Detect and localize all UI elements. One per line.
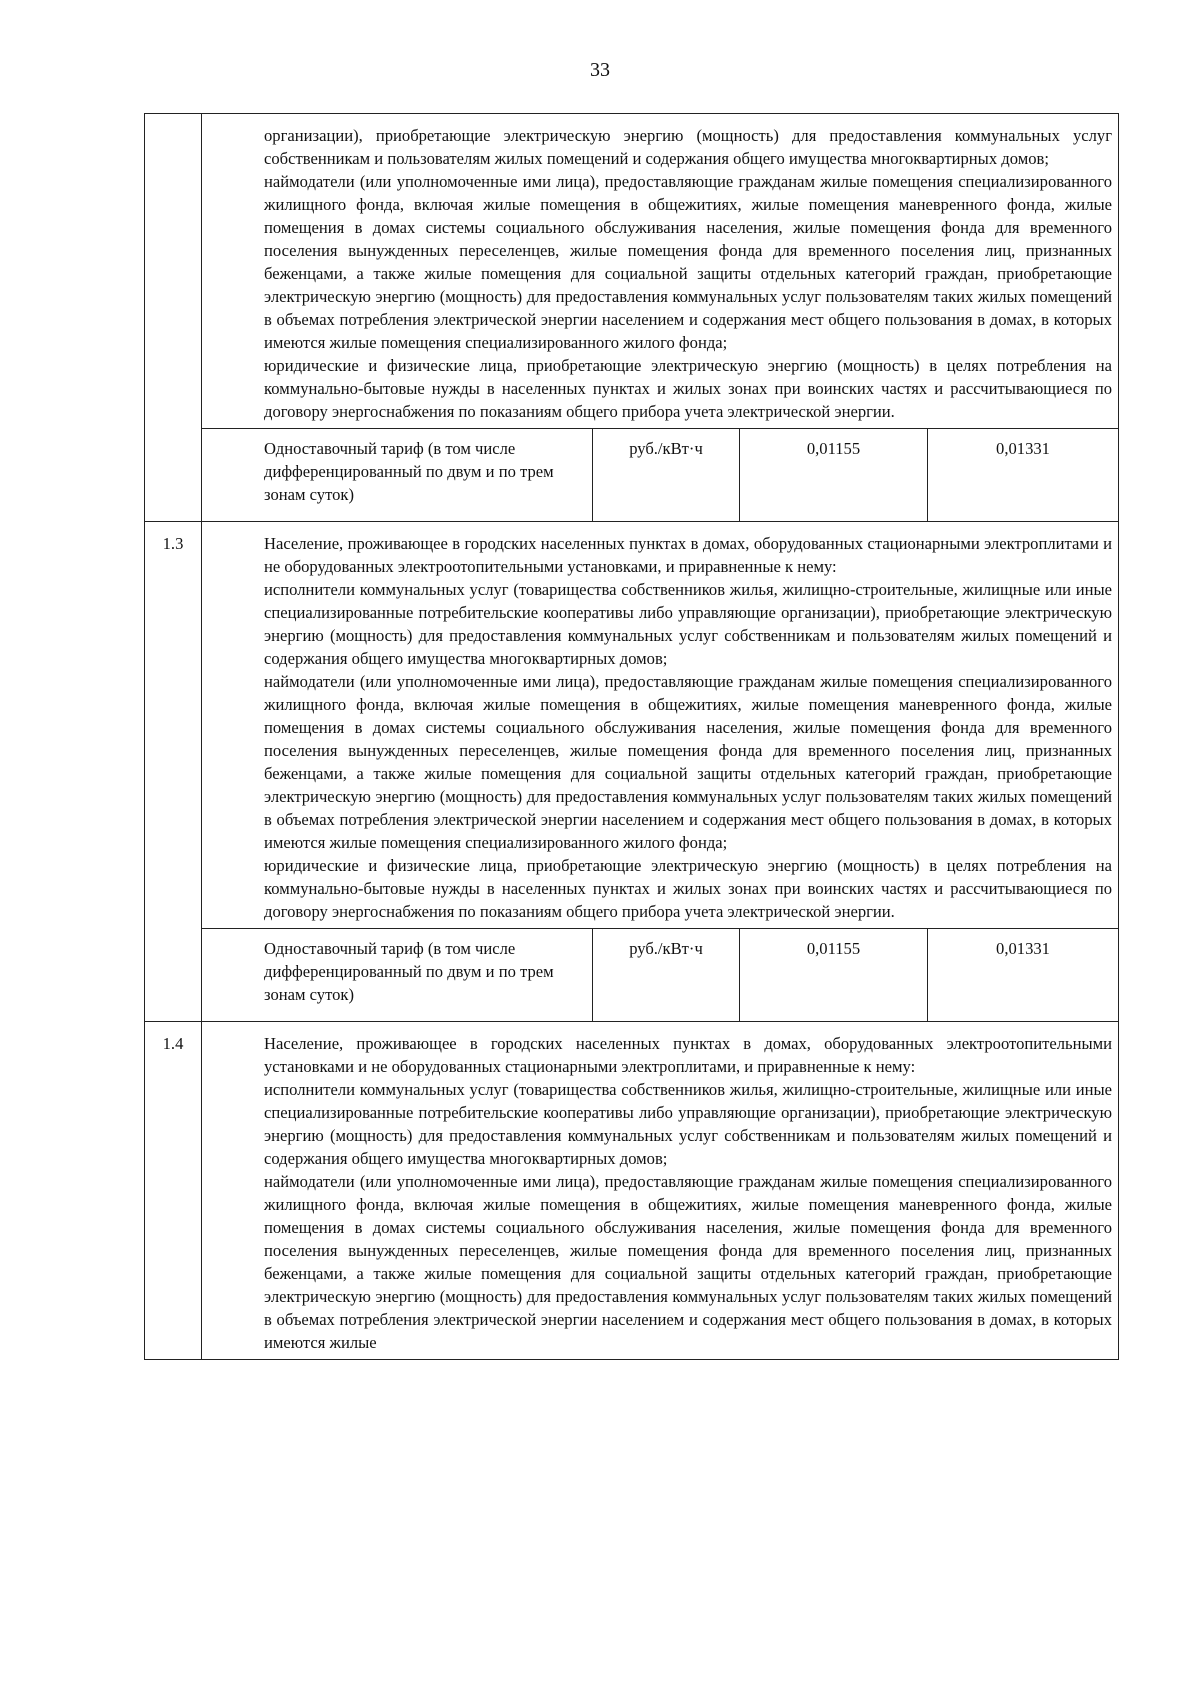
tariff-row — [145, 929, 1119, 1022]
paragraph: юридические и физические лица, приобретающие электрическую энергию (мощность) в целях потребления на коммунально-бытовые нужды в населенных пунктах и жилых зонах при воинских частях и рассчитывающиеся по договору энергоснабжения по показаниям общего прибора учета электрической энергии. — [264, 856, 1112, 921]
tariff-unit: руб./кВт·ч — [593, 929, 740, 1022]
section-row — [145, 1022, 1119, 1360]
page-number: 33 — [590, 59, 610, 81]
section-row — [145, 522, 1119, 929]
tariff-unit: руб./кВт·ч — [593, 429, 740, 522]
section-row — [145, 114, 1119, 429]
paragraph: наймодатели (или уполномоченные ими лица), предоставляющие гражданам жилые помещения специализированного жилищного фонда, включая жилые помещения в общежитиях, жилые помещения маневренного фонда, жилые помещения в домах системы социального обслуживания населения, жилые помещения фонда для временного поселения вынужденных переселенцев, жилые помещения фонда для временного поселения лиц, признанных беженцами, а также жилые помещения для социальной защиты отдельных категорий граждан, приобретающие электрическую энергию (мощность) для предоставления коммунальных услуг пользователям таких жилых помещений в объемах потребления электрической энергии населением и содержания мест общего пользования в домах, в которых имеются жилые помещения специализированного жилого фонда; — [264, 672, 1112, 852]
tariff-value-first-half: 0,01155 — [740, 429, 928, 522]
tariff-name: Одноставочный тариф (в том числе дифференцированный по двум и по трем зонам суток) — [202, 429, 593, 522]
row-number: 1.3 — [145, 522, 202, 1022]
tariff-value-first-half: 0,01155 — [740, 929, 928, 1022]
paragraph: организации), приобретающие электрическую энергию (мощность) для предоставления коммунальных услуг собственникам и пользователям жилых помещений и содержания общего имущества многоквартирных домов; — [264, 126, 1112, 168]
paragraph: Население, проживающее в городских населенных пунктах в домах, оборудованных стационарными электроплитами и не оборудованных электроотопительными установками, и приравненные к нему: — [264, 534, 1112, 576]
tariff-table — [144, 113, 1119, 1360]
tariff-value-second-half: 0,01331 — [928, 429, 1119, 522]
row-number: 1.4 — [145, 1022, 202, 1360]
paragraph: наймодатели (или уполномоченные ими лица), предоставляющие гражданам жилые помещения специализированного жилищного фонда, включая жилые помещения в общежитиях, жилые помещения маневренного фонда, жилые помещения в домах системы социального обслуживания населения, жилые помещения фонда для временного поселения вынужденных переселенцев, жилые помещения фонда для временного поселения лиц, признанных беженцами, а также жилые помещения для социальной защиты отдельных категорий граждан, приобретающие электрическую энергию (мощность) для предоставления коммунальных услуг пользователям таких жилых помещений в объемах потребления электрической энергии населением и содержания мест общего пользования в домах, в которых имеются жилые — [264, 1172, 1112, 1352]
row-number — [145, 114, 202, 522]
paragraph: Население, проживающее в городских населенных пунктах в домах, оборудованных электроотопительными установками и не оборудованных стационарными электроплитами, и приравненные к нему: — [264, 1034, 1112, 1076]
paragraph: юридические и физические лица, приобретающие электрическую энергию (мощность) в целях потребления на коммунально-бытовые нужды в населенных пунктах и жилых зонах при воинских частях и рассчитывающиеся по договору энергоснабжения по показаниям общего прибора учета электрической энергии. — [264, 356, 1112, 421]
consumer-description — [202, 1022, 1119, 1360]
tariff-value-second-half: 0,01331 — [928, 929, 1119, 1022]
tariff-name: Одноставочный тариф (в том числе дифференцированный по двум и по трем зонам суток) — [202, 929, 593, 1022]
paragraph: исполнители коммунальных услуг (товарищества собственников жилья, жилищно-строительные, жилищные или иные специализированные потребительские кооперативы либо управляющие организации), приобретающие электрическую энергию (мощность) для предоставления коммунальных услуг собственникам и пользователям жилых помещений и содержания общего имущества многоквартирных домов; — [264, 580, 1112, 668]
paragraph: наймодатели (или уполномоченные ими лица), предоставляющие гражданам жилые помещения специализированного жилищного фонда, включая жилые помещения в общежитиях, жилые помещения маневренного фонда, жилые помещения в домах системы социального обслуживания населения, жилые помещения фонда для временного поселения вынужденных переселенцев, жилые помещения фонда для временного поселения лиц, признанных беженцами, а также жилые помещения для социальной защиты отдельных категорий граждан, приобретающие электрическую энергию (мощность) для предоставления коммунальных услуг пользователям таких жилых помещений в объемах потребления электрической энергии населением и содержания мест общего пользования в домах, в которых имеются жилые помещения специализированного жилого фонда; — [264, 172, 1112, 352]
consumer-description — [202, 522, 1119, 929]
paragraph: исполнители коммунальных услуг (товарищества собственников жилья, жилищно-строительные, жилищные или иные специализированные потребительские кооперативы либо управляющие организации), приобретающие электрическую энергию (мощность) для предоставления коммунальных услуг собственникам и пользователям жилых помещений и содержания общего имущества многоквартирных домов; — [264, 1080, 1112, 1168]
consumer-description — [202, 114, 1119, 429]
tariff-row — [145, 429, 1119, 522]
